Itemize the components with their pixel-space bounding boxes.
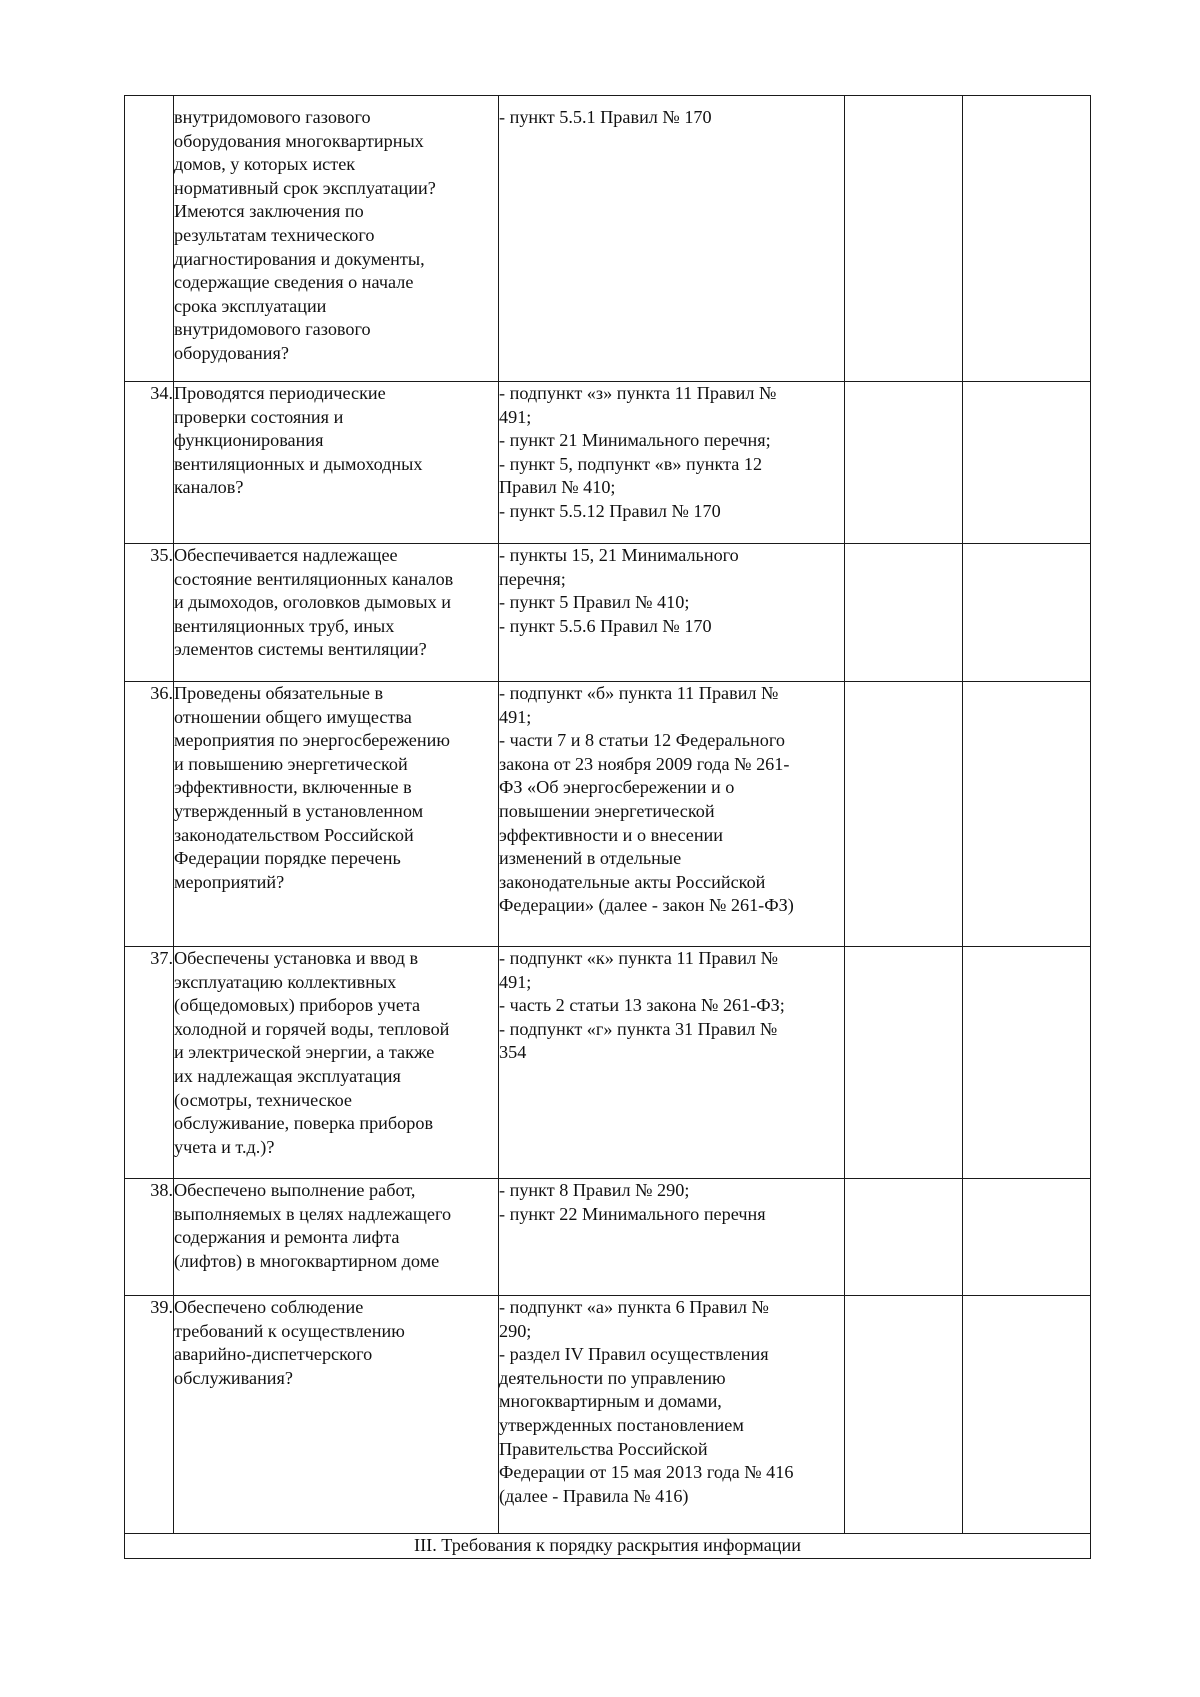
reference-line: - пункт 8 Правил № 290; — [499, 1180, 690, 1200]
reference-cell — [499, 1296, 845, 1534]
question-line: требований к осуществлению — [174, 1320, 405, 1341]
question-line: содержащие сведения о начале — [174, 272, 414, 293]
question-line: срока эксплуатации — [174, 295, 327, 316]
reference-line: - пункт 5 Правил № 410; — [499, 592, 690, 613]
question-line: диагностирования и документы, — [174, 248, 425, 269]
question-line: выполняемых в целях надлежащего — [174, 1203, 452, 1224]
question-line: Проведены обязательные в — [174, 683, 384, 703]
question-cell — [174, 947, 499, 1179]
section-row — [125, 1534, 1091, 1559]
row-number: 39. — [150, 1297, 173, 1317]
question-line: отношении общего имущества — [174, 706, 412, 727]
question-line: холодной и горячей воды, тепловой — [174, 1018, 450, 1039]
empty-note-cell — [963, 1296, 1091, 1534]
reference-cell — [499, 544, 845, 682]
row-number-cell — [125, 947, 174, 1179]
question-line: учета и т.д.)? — [174, 1136, 275, 1157]
question-line: их надлежащая эксплуатация — [174, 1065, 401, 1086]
question-line: содержания и ремонта лифта — [174, 1227, 400, 1248]
reference-line: - подпункт «з» пункта 11 Правил № — [499, 383, 777, 403]
question-line: и дымоходов, оголовков дымовых и — [174, 592, 452, 613]
empty-answer-cell — [845, 1296, 963, 1534]
reference-line: закона от 23 ноября 2009 года № 261- — [499, 753, 790, 774]
empty-answer-cell — [845, 947, 963, 1179]
question-cell — [174, 544, 499, 682]
question-line: внутридомового газового — [174, 319, 371, 340]
reference-line: - подпункт «г» пункта 31 Правил № — [499, 1018, 778, 1039]
empty-note-cell — [963, 544, 1091, 682]
question-line: Обеспечены установка и ввод в — [174, 948, 419, 968]
reference-line: - подпункт «а» пункта 6 Правил № — [499, 1297, 769, 1317]
checklist-table — [124, 95, 1091, 1559]
question-line: нормативный срок эксплуатации? — [174, 177, 436, 198]
question-line: (осмотры, техническое — [174, 1089, 353, 1110]
reference-line: перечня; — [499, 568, 566, 589]
empty-note-cell — [963, 382, 1091, 544]
question-line: вентиляционных и дымоходных — [174, 453, 423, 474]
reference-line: Правил № 410; — [499, 477, 616, 498]
reference-cell — [499, 947, 845, 1179]
question-cell — [174, 1179, 499, 1296]
reference-line: - часть 2 статьи 13 закона № 261-ФЗ; — [499, 995, 785, 1016]
table-row — [125, 382, 1091, 544]
question-line: и повышению энергетической — [174, 753, 408, 774]
question-cell — [174, 382, 499, 544]
question-line: эксплуатацию коллективных — [174, 971, 397, 992]
reference-line: 491; — [499, 706, 532, 727]
reference-line: повышении энергетической — [499, 800, 715, 821]
table-row — [125, 544, 1091, 682]
row-number: 34. — [150, 383, 173, 403]
question-line: состояние вентиляционных каналов — [174, 568, 454, 589]
question-line: Федерации порядке перечень — [174, 848, 401, 869]
reference-line: - части 7 и 8 статьи 12 Федерального — [499, 730, 785, 751]
question-line: проверки состояния и — [174, 406, 344, 427]
question-line: законодательством Российской — [174, 824, 414, 845]
row-number: 38. — [150, 1180, 173, 1200]
reference-line: эффективности и о внесении — [499, 824, 724, 845]
table-row — [125, 1179, 1091, 1296]
reference-line: - пункт 5, подпункт «в» пункта 12 — [499, 453, 763, 474]
row-number: 36. — [150, 683, 173, 703]
empty-answer-cell — [845, 1179, 963, 1296]
question-line: Обеспечивается надлежащее — [174, 545, 398, 565]
question-cell — [174, 96, 499, 382]
empty-answer-cell — [845, 382, 963, 544]
reference-line: Федерации от 15 мая 2013 года № 416 — [499, 1462, 794, 1483]
reference-line: - пункт 22 Минимального перечня — [499, 1203, 766, 1224]
empty-note-cell — [963, 1179, 1091, 1296]
question-line: обслуживание, поверка приборов — [174, 1113, 434, 1134]
question-line: эффективности, включенные в — [174, 777, 412, 798]
empty-answer-cell — [845, 96, 963, 382]
row-number: 37. — [150, 948, 173, 968]
reference-line: утвержденных постановлением — [499, 1414, 744, 1435]
reference-line: Правительства Российской — [499, 1438, 708, 1459]
reference-line: - пункт 21 Минимального перечня; — [499, 430, 771, 451]
question-line: и электрической энергии, а также — [174, 1042, 435, 1063]
reference-line: - пункт 5.5.12 Правил № 170 — [499, 500, 721, 521]
empty-note-cell — [963, 96, 1091, 382]
question-cell — [174, 1296, 499, 1534]
empty-answer-cell — [845, 544, 963, 682]
reference-line: 491; — [499, 971, 532, 992]
section-heading: III. Требования к порядку раскрытия информации — [414, 1535, 801, 1555]
reference-line: - пункт 5.5.6 Правил № 170 — [499, 615, 712, 636]
reference-cell — [499, 382, 845, 544]
reference-line: - подпункт «б» пункта 11 Правил № — [499, 683, 779, 703]
row-number: 35. — [150, 545, 173, 565]
question-line: оборудования? — [174, 342, 289, 363]
row-number-cell — [125, 382, 174, 544]
row-number-cell — [125, 544, 174, 682]
question-cell — [174, 682, 499, 947]
reference-line: - пункт 5.5.1 Правил № 170 — [499, 107, 712, 127]
reference-cell — [499, 1179, 845, 1296]
reference-line: 491; — [499, 406, 532, 427]
reference-line: - раздел IV Правил осуществления — [499, 1344, 769, 1365]
table-row — [125, 682, 1091, 947]
question-line: Имеются заключения по — [174, 201, 364, 222]
question-line: (лифтов) в многоквартирном доме — [174, 1250, 440, 1271]
question-line: элементов системы вентиляции? — [174, 639, 427, 660]
question-line: (общедомовых) приборов учета — [174, 995, 421, 1016]
question-line: функционирования — [174, 430, 324, 451]
reference-line: законодательные акты Российской — [499, 871, 766, 892]
row-number-cell — [125, 682, 174, 947]
reference-line: (далее - Правила № 416) — [499, 1485, 689, 1506]
table-row — [125, 1296, 1091, 1534]
question-line: домов, у которых истек — [174, 154, 356, 175]
reference-line: деятельности по управлению — [499, 1367, 726, 1388]
question-line: внутридомового газового — [174, 107, 371, 127]
question-line: Проводятся периодические — [174, 383, 386, 403]
reference-cell — [499, 96, 845, 382]
row-number-cell — [125, 1296, 174, 1534]
reference-line: - подпункт «к» пункта 11 Правил № — [499, 948, 778, 968]
question-line: вентиляционных труб, иных — [174, 615, 395, 636]
section-heading-cell — [125, 1534, 1091, 1559]
table-row — [125, 947, 1091, 1179]
checklist-body — [125, 96, 1091, 1559]
reference-line: 354 — [499, 1042, 527, 1063]
question-line: каналов? — [174, 477, 244, 498]
reference-cell — [499, 682, 845, 947]
reference-line: 290; — [499, 1320, 532, 1341]
question-line: Обеспечено соблюдение — [174, 1297, 364, 1317]
table-row — [125, 96, 1091, 382]
question-line: утвержденный в установленном — [174, 800, 424, 821]
row-number-cell — [125, 1179, 174, 1296]
reference-line: Федерации» (далее - закон № 261-ФЗ) — [499, 895, 794, 916]
empty-answer-cell — [845, 682, 963, 947]
row-number-cell — [125, 96, 174, 382]
question-line: оборудования многоквартирных — [174, 130, 424, 151]
reference-line: - пункты 15, 21 Минимального — [499, 545, 739, 565]
question-line: Обеспечено выполнение работ, — [174, 1180, 416, 1200]
question-line: обслуживания? — [174, 1367, 293, 1388]
question-line: аварийно-диспетчерского — [174, 1344, 373, 1365]
empty-note-cell — [963, 947, 1091, 1179]
reference-line: изменений в отдельные — [499, 848, 682, 869]
question-line: мероприятий? — [174, 871, 285, 892]
question-line: мероприятия по энергосбережению — [174, 730, 450, 751]
empty-note-cell — [963, 682, 1091, 947]
reference-line: ФЗ «Об энергосбережении и о — [499, 777, 735, 798]
question-line: результатам технического — [174, 224, 375, 245]
reference-line: многоквартирным и домами, — [499, 1391, 722, 1412]
